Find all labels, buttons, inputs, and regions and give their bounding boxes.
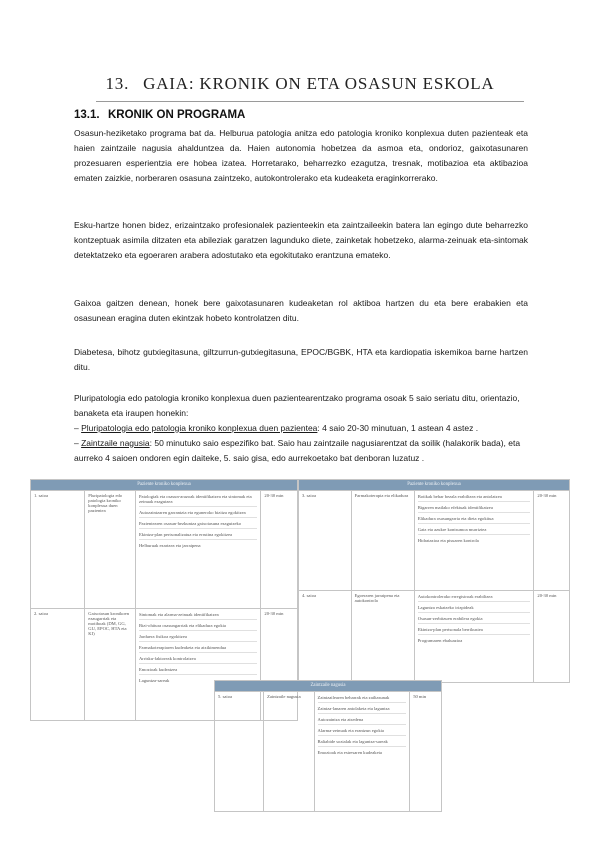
content-item: Autozaintzaren garrantzia eta eguneroko bizitza egokitzea: [139, 509, 257, 518]
time-cell: 20-30 min: [261, 491, 298, 609]
bullet-patient: [74, 421, 528, 436]
bullet-dash: –: [74, 422, 79, 433]
session-cell: 5. saioa: [215, 692, 264, 812]
table-header: Paziente kroniko konplexua: [299, 480, 570, 491]
bullet-caregiver-text: : 50 minutuko saio espezifiko bat. Saio hau zaintzaile nagusiarentzat da soilik (halakorik bada), eta aurreko 4 saioen ondoren egin daiteke, 5. saio gisa, edo aurrekoetako bat denboran luzatuz .: [74, 437, 521, 463]
paragraph-intro: Osasun-heziketako programa bat da. Helburua patologia anitza edo patologia kroniko konplexua duten pazienteak eta haien zaintzaile nagusia ahalduntzea da. Haien autonomia hobetzea da asmoa eta, ondorioz, gaixotasunaren prozesuaren esperientzia ere hobea izatea. Horretarako, beharrezko ezagutza, tresnak, motibazioa eta aktibazioa ematen zaizkie, norberaren osasuna zaintzeko, autokontrolerako eta kudeaketa eraginkorrerako.: [74, 128, 528, 183]
chapter-divider: [96, 101, 524, 102]
bullet-patient-label: Pluripatologia edo patologia kroniko konplexua duen pazientea: [81, 422, 318, 433]
content-item: Emozioak eta estresaren kudeaketa: [317, 750, 382, 755]
paragraph-pathologies: Diabetesa, bihotz gutxiegitasuna, giltzurrun-gutxiegitasuna, EPOC/BGBK, HTA eta kardiopatia iskemikoa barne hartzen ditu.: [74, 347, 528, 372]
content-item: Emozioak kudeatzea: [139, 666, 257, 675]
content-cell: [135, 491, 260, 609]
topic-cell: Pluripatologia edo patologia kroniko konplexua duen pazientea: [85, 491, 136, 609]
caregiver-table: [214, 680, 442, 812]
content-item: Laguntza eskatzeko irizpideak: [418, 604, 531, 613]
time-cell: 20-30 min: [534, 591, 570, 683]
bullet-caregiver-label: Zaintzaile nagusia: [81, 437, 150, 448]
topic-cell: Egoeraren jarraipena eta autokontrola: [351, 591, 414, 683]
content-item: Patologiak eta osasun-arazoak identifikatzea eta sintomak eta zeinuak ezagutzea: [139, 493, 257, 507]
session-cell: 4. saioa: [299, 591, 352, 683]
section-number: 13.1.: [74, 109, 100, 121]
content-item: Hidratazioa eta pisuaren kontrola: [417, 538, 479, 543]
table-row: [299, 491, 570, 591]
content-item: Helburuak ezartzea eta jarraipena: [138, 543, 201, 548]
content-item: Laguntza-sareak: [138, 678, 170, 683]
bullet-patient-text: : 4 saio 20-30 minutuan, 1 astean 4 astez .: [317, 422, 479, 433]
content-item: Zaintzailearen beharrak eta zailtasunak: [318, 694, 407, 703]
chapter-number: 13.: [105, 74, 130, 93]
session-cell: 3. saioa: [299, 491, 352, 591]
sessions-table-right: [298, 479, 570, 683]
content-item: Autozaintza eta atsedena: [318, 716, 407, 725]
content-item: Autokontrolerako erregistroak erabiltzea: [418, 593, 531, 602]
table-header: Zaintzaile nagusia: [215, 681, 442, 692]
content-item: Arrisku-faktoreak kontrolatzea: [139, 655, 257, 664]
content-item: Jarduera fisikoa egokitzea: [139, 633, 257, 642]
paragraph-empowerment: Gaixoa gaitzen denean, honek bere gaixotasunaren kudeaketan rol aktiboa hartzen du eta bere erabakien eta osasunean eragina duten ekintzak hobeto kontrolatzen ditu.: [74, 298, 528, 323]
content-item: Gatz eta azukre kontsumoa murriztea: [418, 526, 531, 535]
content-item: Sintomak eta alarma-zeinuak identifikatzea: [139, 611, 257, 620]
content-item: Zaintza-lanaren antolaketa eta laguntza: [318, 705, 407, 714]
session-cell: 2. saioa: [31, 609, 85, 721]
section-title: KRONIK ON PROGRAMA: [108, 109, 246, 121]
content-item: Farmakoterapiaren kudeaketa eta atxikimendua: [139, 644, 257, 653]
chapter-heading: GAIA: KRONIK ON ETA OSASUN ESKOLA: [143, 74, 495, 93]
program-intro: Pluripatologia edo patologia kroniko konplexua duen pazientearentzako programa osoak 5 saio seriatu ditu, orientazio, banaketa eta iraupen honekin:: [74, 393, 520, 418]
content-item: Pazientearen osasun-hezkuntza gaixotasuna ezagutzeko: [139, 520, 257, 529]
paragraph-program-structure: [74, 391, 528, 466]
topic-cell: Gaixotasun kronikoen ezaugarriak eta motiboak (DM, GG, GU, EPOC, HTA eta KI): [85, 609, 136, 721]
table-row: [31, 491, 298, 609]
time-cell: 20-30 min: [261, 609, 298, 721]
content-item: Programaren ebaluazioa: [417, 638, 463, 643]
table-header: Paziente kroniko konplexua: [31, 480, 298, 491]
topic-cell: Zaintzaile nagusia: [264, 692, 314, 812]
paragraph-intervention: Esku-hartze honen bidez, erizaintzako profesionalek pazienteekin eta zaintzaileekin batera lan egingo dute beharrezko kontzeptuak asimila ditzaten eta abileziak garatzen lagunduko diete, zainketak hobetzeko, alarma-zeinuak eta-sintomak detektatzeko eta egoeraren arabera adostutako eta egokitutako erantzuna emateko.: [74, 220, 528, 260]
time-cell: 20-30 min: [534, 491, 570, 591]
content-item: Ekintza-plan pertsonala berrikustea: [418, 626, 531, 635]
time-cell: 50 min: [410, 692, 442, 812]
content-cell: [414, 591, 534, 683]
content-item: Osasun-zerbitzuen erabilera egokia: [418, 615, 531, 624]
content-item: Bizi-ohitura osasungarriak eta elikadura egokia: [139, 622, 257, 631]
table-row: [299, 591, 570, 683]
chapter-title: [0, 74, 600, 94]
content-cell: [414, 491, 534, 591]
content-cell: [314, 692, 410, 812]
table-row: [215, 692, 442, 812]
bullet-dash: –: [74, 437, 79, 448]
bullet-caregiver: [74, 436, 528, 466]
session-cell: 1. saioa: [31, 491, 85, 609]
content-item: Elikadura osasungarria eta dieta egokitua: [418, 515, 531, 524]
topic-cell: Farmakoterapia eta elikadura: [351, 491, 414, 591]
content-item: Alarma-zeinuak eta erantzun egokia: [318, 727, 407, 736]
content-item: Botikak behar bezala erabiltzea eta antolatzea: [418, 493, 531, 502]
content-item: Bigarren mailako efektuak identifikatzea: [418, 504, 531, 513]
content-item: Baliabide sozialak eta laguntza-sareak: [318, 738, 407, 747]
content-item: Ekintza-plan pertsonalizatua eta errutina egokitzea: [139, 531, 257, 540]
